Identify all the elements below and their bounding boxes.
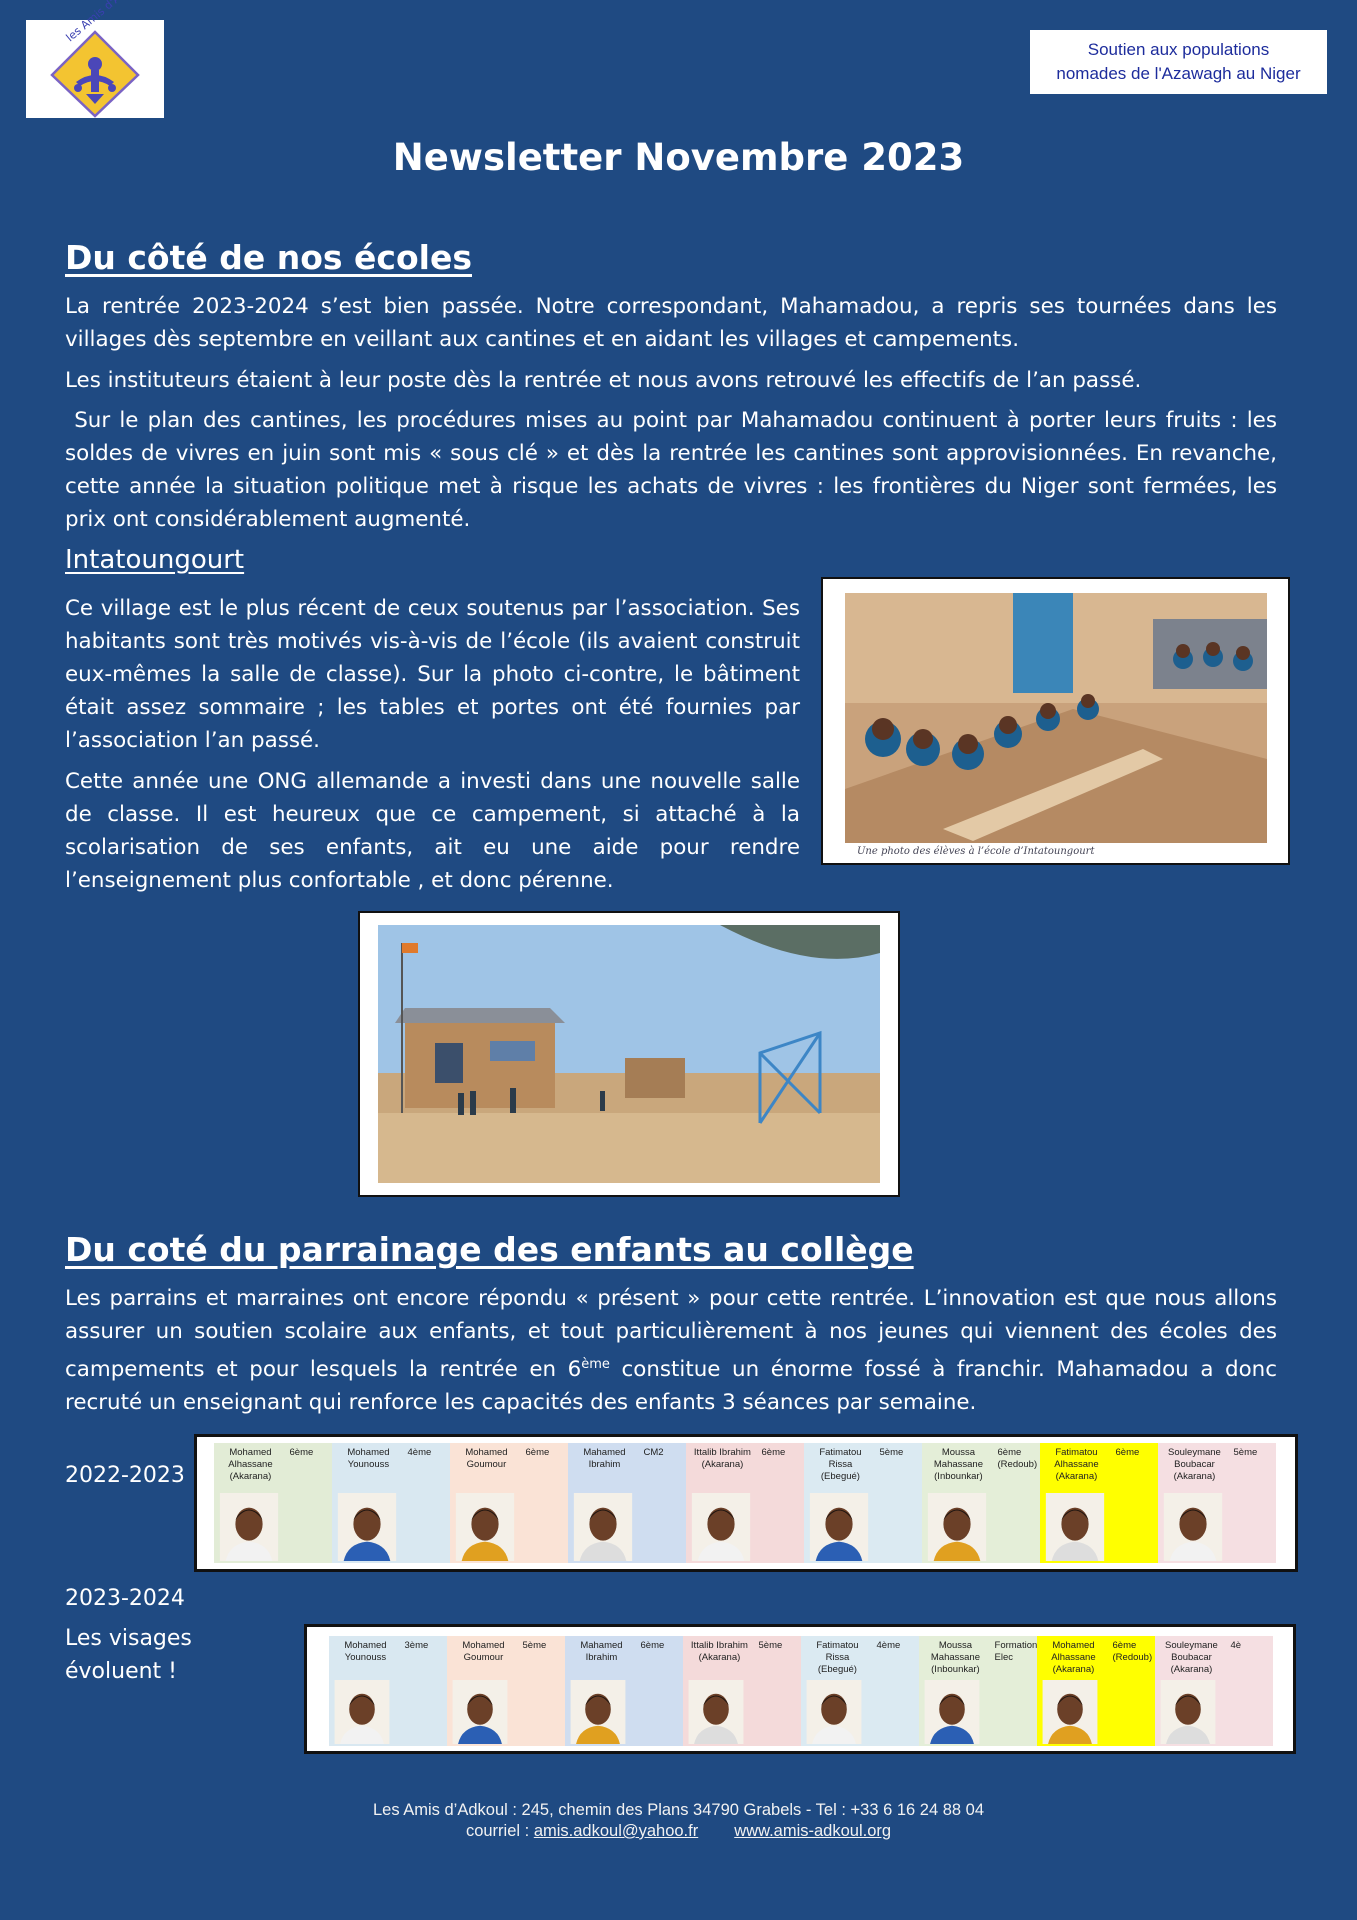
student-grade bbox=[877, 1640, 901, 1652]
student-name-line: Mohamed bbox=[465, 1447, 508, 1458]
student-name-line: Souleymane bbox=[1165, 1640, 1218, 1651]
student-name-line: Mohamed bbox=[229, 1447, 272, 1458]
student-name-line: Mohamed bbox=[344, 1640, 387, 1651]
student-name-line: Ibrahim bbox=[588, 1459, 621, 1470]
student-name-line: Goumour bbox=[466, 1459, 507, 1470]
student-card bbox=[1040, 1443, 1158, 1563]
student-grade-line: 6ème bbox=[1112, 1640, 1137, 1651]
schools-paragraph-1: La rentrée 2023-2024 s’est bien passée. Notre correspondant, Mahamadou, a repris ses tournées dans les villages dès septembre en veillant aux cantines et en aidant les villages et campements. bbox=[65, 294, 1277, 352]
student-grade bbox=[1116, 1447, 1140, 1459]
student-name-line: Ittalib Ibrahim bbox=[693, 1447, 751, 1458]
student-card bbox=[1155, 1636, 1273, 1746]
student-grade bbox=[995, 1640, 1038, 1664]
student-card bbox=[922, 1443, 1040, 1563]
student-name bbox=[333, 1640, 398, 1664]
student-photo bbox=[572, 1493, 634, 1561]
student-card bbox=[565, 1636, 683, 1746]
student-name-line: Younouss bbox=[344, 1652, 387, 1663]
student-grade-line: 6ème bbox=[640, 1640, 665, 1651]
student-name-line: (Akarana) bbox=[1173, 1471, 1216, 1482]
student-name bbox=[451, 1640, 516, 1664]
sponsorship-text-a: Les parrains et marraines ont encore répondu « présent » pour cette rentrée. L’innovation est que nous allons assurer un soutien scolaire aux enfants, et tout particulièrement à nos jeunes qui viennent des écoles des campements et pour lesquels la rentrée en 6 bbox=[65, 1286, 1277, 1383]
students-strip-2022-2023 bbox=[194, 1434, 1298, 1572]
student-grade-line: 5ème bbox=[522, 1640, 547, 1651]
year-label-2022-2023: 2022-2023 bbox=[65, 1463, 185, 1488]
association-logo bbox=[26, 20, 164, 118]
student-name-line: Moussa bbox=[941, 1447, 976, 1458]
student-photo bbox=[687, 1680, 745, 1744]
subheading-intatoungourt: Intatoungourt bbox=[65, 545, 245, 575]
student-card bbox=[568, 1443, 686, 1563]
student-grade-line: 3ème bbox=[404, 1640, 429, 1651]
student-grade-line: (Redoub) bbox=[1112, 1652, 1153, 1663]
intatoungourt-paragraph-1: Ce village est le plus récent de ceux soutenus par l’association. Ses habitants sont très motivés vis-à-vis de l’école (ils avaient construit eux-mêmes la salle de classe). Sur la photo ci-contre, le bâtiment était assez sommaire ; les tables et portes ont été fournies par l’association l’an passé. bbox=[65, 596, 800, 753]
student-name bbox=[1162, 1447, 1227, 1483]
student-card bbox=[683, 1636, 801, 1746]
student-grade-line: Formation bbox=[994, 1640, 1038, 1651]
student-name-line: (Ebegué) bbox=[817, 1664, 857, 1675]
student-name-line: Boubacar bbox=[1174, 1459, 1215, 1470]
student-name-line: (Akarana) bbox=[1055, 1471, 1098, 1482]
student-card bbox=[919, 1636, 1037, 1746]
student-photo bbox=[336, 1493, 398, 1561]
student-grade bbox=[998, 1447, 1038, 1471]
student-grade-line: 4è bbox=[1230, 1640, 1242, 1651]
student-grade-line: 4ème bbox=[407, 1447, 432, 1458]
tagline-line-2: nomades de l'Azawagh au Niger bbox=[1056, 64, 1301, 83]
classroom-photo-caption: Une photo des élèves à l’école d’Intatoungourt bbox=[857, 846, 1095, 857]
sponsorship-text-b: constitue un énorme fossé à franchir. Mahamadou a donc recruté un enseignant qui renforce les capacités des enfants 3 séances par semaine. bbox=[65, 1357, 1277, 1416]
classroom-photo bbox=[821, 577, 1290, 865]
student-grade bbox=[1231, 1640, 1242, 1652]
student-name-line: Mahassane bbox=[933, 1459, 983, 1470]
schools-paragraph-2: Les instituteurs étaient à leur poste dès la rentrée et nous avons retrouvé les effectifs de l’an passé. bbox=[65, 368, 1142, 393]
tagline-line-1: Soutien aux populations bbox=[1087, 40, 1270, 59]
student-grade-line: 6ème bbox=[997, 1447, 1022, 1458]
student-name-line: Mahassane bbox=[930, 1652, 980, 1663]
student-name-line: Ittalib Ibrahim bbox=[690, 1640, 748, 1651]
student-name bbox=[923, 1640, 988, 1676]
schools-paragraph-3: Sur le plan des cantines, les procédures mises au point par Mahamadou continuent à porter leurs fruits : les soldes de vivres en juin sont mis « sous clé » et dès la rentrée les cantines sont approvisionnées. En revanche, cette année la situation politique met à risque les achats de vivres : les frontières du Niger sont fermées, les prix ont considérablement augmenté. bbox=[65, 408, 1284, 532]
student-photo bbox=[926, 1493, 988, 1561]
student-name bbox=[1159, 1640, 1224, 1676]
student-photo bbox=[451, 1680, 509, 1744]
student-name-line: (Akarana) bbox=[698, 1652, 741, 1663]
student-photo bbox=[805, 1680, 863, 1744]
student-grade bbox=[523, 1640, 547, 1652]
footer-website-link[interactable]: www.amis-adkoul.org bbox=[734, 1822, 892, 1840]
student-grade bbox=[290, 1447, 314, 1459]
student-photo bbox=[454, 1493, 516, 1561]
year-label-2023-2024: 2023-2024 bbox=[65, 1586, 185, 1611]
student-grade bbox=[644, 1447, 664, 1459]
student-card bbox=[332, 1443, 450, 1563]
footer-email-link[interactable]: amis.adkoul@yahoo.fr bbox=[533, 1822, 699, 1840]
faces-evolve-line-2: évoluent ! bbox=[65, 1659, 177, 1684]
student-card bbox=[1158, 1443, 1276, 1563]
student-name-line: (Akarana) bbox=[229, 1471, 272, 1482]
student-photo bbox=[923, 1680, 981, 1744]
student-name bbox=[1041, 1640, 1106, 1676]
student-name-line: Ibrahim bbox=[585, 1652, 618, 1663]
student-photo bbox=[1044, 1493, 1106, 1561]
student-card bbox=[1037, 1636, 1155, 1746]
student-name bbox=[687, 1640, 752, 1664]
student-name-line: Mohamed bbox=[462, 1640, 505, 1651]
student-grade bbox=[526, 1447, 550, 1459]
sponsorship-paragraph bbox=[65, 1282, 1277, 1419]
student-name-line: Alhassane bbox=[1054, 1459, 1099, 1470]
student-card bbox=[450, 1443, 568, 1563]
student-grade bbox=[405, 1640, 429, 1652]
student-name bbox=[569, 1640, 634, 1664]
student-photo bbox=[1159, 1680, 1217, 1744]
student-card bbox=[447, 1636, 565, 1746]
student-card bbox=[686, 1443, 804, 1563]
student-name-line: (Akarana) bbox=[1052, 1664, 1095, 1675]
student-photo bbox=[808, 1493, 870, 1561]
student-name-line: Fatimatou bbox=[816, 1640, 859, 1651]
student-grade bbox=[1234, 1447, 1258, 1459]
student-name-line: (Akarana) bbox=[1170, 1664, 1213, 1675]
intatoungourt-paragraph-2: Cette année une ONG allemande a investi dans une nouvelle salle de classe. Il est heureux que ce campement, si attaché à la scolarisation de ses enfants, ait eu une aide pour rendre l’enseignement plus confortable , et donc pérenne. bbox=[65, 769, 800, 893]
student-grade bbox=[762, 1447, 786, 1459]
student-photo bbox=[690, 1493, 752, 1561]
student-grade-line: CM2 bbox=[643, 1447, 664, 1458]
student-name-line: Boubacar bbox=[1171, 1652, 1212, 1663]
section-heading-sponsorship: Du coté du parrainage des enfants au collège bbox=[65, 1230, 914, 1269]
student-name bbox=[690, 1447, 755, 1471]
student-grade-line: 6ème bbox=[289, 1447, 314, 1458]
student-grade bbox=[408, 1447, 432, 1459]
student-name-line: (Inbounkar) bbox=[931, 1664, 980, 1675]
student-name-line: Mahamed bbox=[583, 1447, 626, 1458]
student-name-line: Fatimatou Rissa bbox=[819, 1447, 862, 1470]
student-grade-line: 4ème bbox=[876, 1640, 901, 1651]
student-photo bbox=[218, 1493, 280, 1561]
student-grade-line: 6ème bbox=[525, 1447, 550, 1458]
student-card bbox=[214, 1443, 332, 1563]
footer-email-label: courriel : bbox=[465, 1822, 534, 1840]
student-grade bbox=[1113, 1640, 1153, 1664]
student-name-line: (Inbounkar) bbox=[934, 1471, 983, 1482]
student-grade-line: 5ème bbox=[879, 1447, 904, 1458]
student-name-line: Mohamed bbox=[1052, 1640, 1095, 1651]
sponsorship-text-sup: ème bbox=[581, 1357, 610, 1372]
student-grade-line: 5ème bbox=[1233, 1447, 1258, 1458]
student-card bbox=[801, 1636, 919, 1746]
section-heading-schools: Du côté de nos écoles bbox=[65, 238, 472, 277]
student-grade-line: 5ème bbox=[758, 1640, 783, 1651]
student-name-line: Alhassane bbox=[228, 1459, 273, 1470]
student-grade-line: (Redoub) bbox=[997, 1459, 1038, 1470]
footer-address: Les Amis d’Adkoul : 245, chemin des Plans 34790 Grabels - Tel : +33 6 16 24 88 04 bbox=[372, 1801, 985, 1819]
students-strip-2023-2024 bbox=[304, 1624, 1296, 1754]
student-name-line: Goumour bbox=[463, 1652, 504, 1663]
tagline-box bbox=[1030, 30, 1327, 94]
student-name bbox=[1044, 1447, 1109, 1483]
student-name bbox=[805, 1640, 870, 1676]
student-photo bbox=[1041, 1680, 1099, 1744]
student-grade-line: 6ème bbox=[761, 1447, 786, 1458]
student-name bbox=[336, 1447, 401, 1471]
newsletter-title: Newsletter Novembre 2023 bbox=[392, 136, 965, 179]
new-classroom-photo bbox=[358, 911, 900, 1197]
student-name-line: Moussa bbox=[938, 1640, 973, 1651]
student-name bbox=[808, 1447, 873, 1483]
student-name-line: Souleymane bbox=[1168, 1447, 1221, 1458]
footer bbox=[0, 1800, 1357, 1842]
student-photo bbox=[333, 1680, 391, 1744]
student-name bbox=[926, 1447, 991, 1483]
student-photo bbox=[569, 1680, 627, 1744]
student-card bbox=[804, 1443, 922, 1563]
student-grade bbox=[759, 1640, 783, 1652]
student-card bbox=[329, 1636, 447, 1746]
student-name-line: Younouss bbox=[347, 1459, 390, 1470]
student-grade bbox=[641, 1640, 665, 1652]
student-name-line: Mahamed bbox=[580, 1640, 623, 1651]
student-name bbox=[218, 1447, 283, 1483]
student-grade-line: 6ème bbox=[1115, 1447, 1140, 1458]
student-name bbox=[572, 1447, 637, 1471]
student-name-line: (Ebegué) bbox=[820, 1471, 860, 1482]
student-name-line: Fatimatou bbox=[1055, 1447, 1098, 1458]
student-name bbox=[454, 1447, 519, 1471]
student-name-line: Rissa bbox=[825, 1652, 850, 1663]
footer-contact bbox=[0, 1821, 1357, 1842]
faces-evolve-line-1: Les visages bbox=[65, 1626, 192, 1651]
student-name-line: (Akarana) bbox=[701, 1459, 744, 1470]
student-grade-line: Elec bbox=[994, 1652, 1013, 1663]
student-name-line: Mohamed bbox=[347, 1447, 390, 1458]
student-grade bbox=[880, 1447, 904, 1459]
student-photo bbox=[1162, 1493, 1224, 1561]
student-name-line: Alhassane bbox=[1051, 1652, 1096, 1663]
